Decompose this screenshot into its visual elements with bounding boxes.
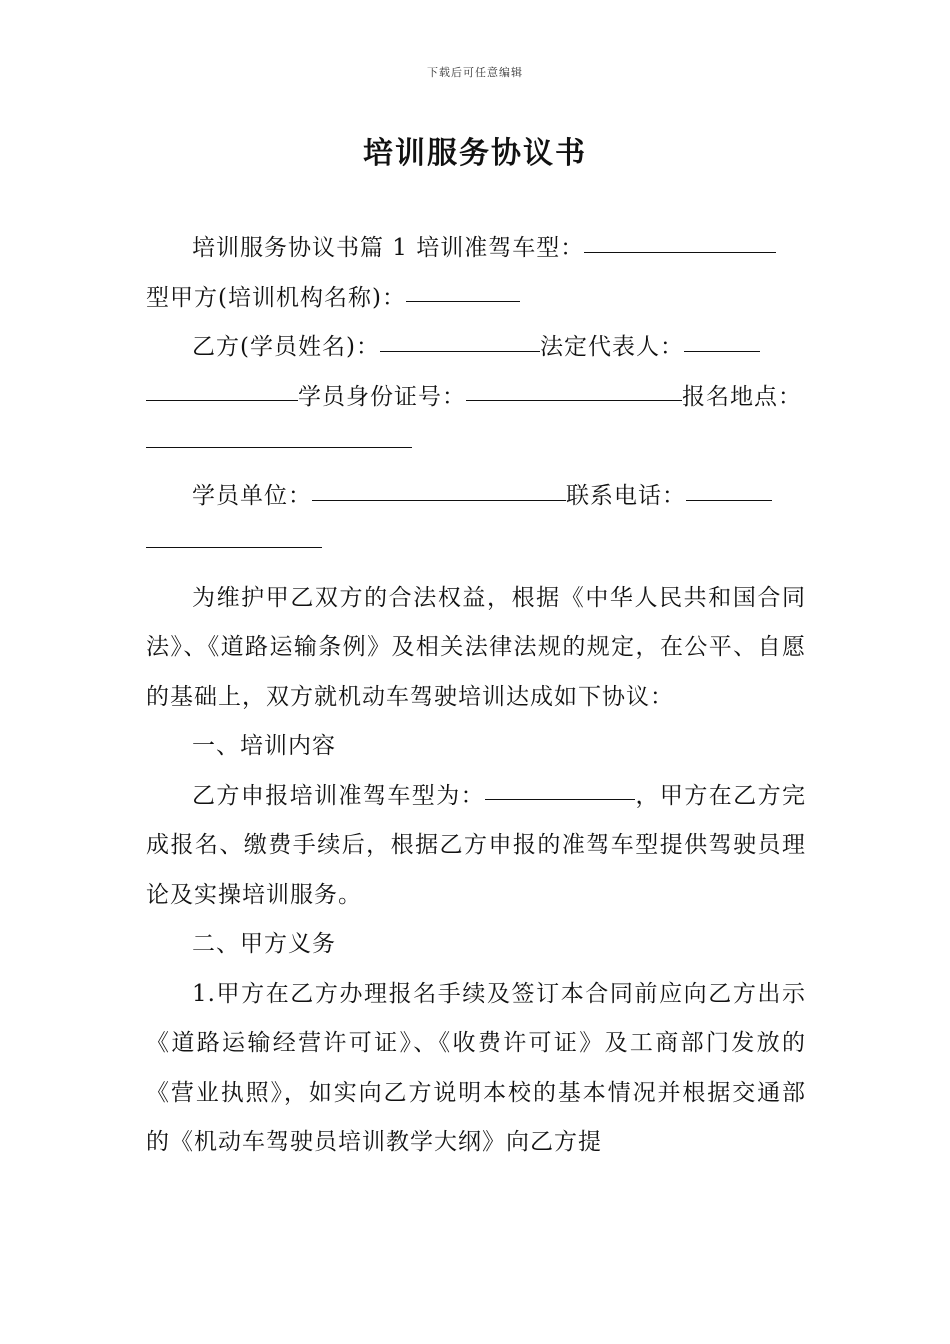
- blank-line: [686, 499, 772, 501]
- blank-line: [406, 300, 520, 302]
- section-1-content: [146, 772, 806, 921]
- header-note: 下载后可任意编辑: [427, 66, 523, 79]
- document-title: 培训服务协议书: [363, 136, 587, 171]
- section-1-title: 一、培训内容: [192, 733, 336, 759]
- blank-line: [146, 446, 412, 448]
- text: 培训服务协议书篇: [192, 235, 384, 261]
- text: 联系电话：: [566, 483, 686, 509]
- paragraph-training-type: [146, 224, 806, 274]
- text: 法定代表人：: [539, 334, 684, 360]
- text: 乙方(学员姓名)：: [192, 334, 380, 360]
- text: 型甲方(培训机构名称)：: [146, 284, 406, 311]
- blank-line: [146, 399, 298, 401]
- section-2-item-1: 1.甲方在乙方办理报名手续及签订本合同前应向乙方出示《道路运输经营许可证》、《收费许可证》及工商部门发放的《营业执照》，如实向乙方说明本校的基本情况并根据交通部的《机动车驾驶员培训教学大纲》向乙方提: [146, 980, 806, 1155]
- blank-line: [485, 798, 635, 800]
- paragraph-preamble: 为维护甲乙双方的合法权益，根据《中华人民共和国合同法》、《道路运输条例》及相关法律法规的规定，在公平、自愿的基础上，双方就机动车驾驶培训达成如下协议：: [146, 584, 806, 710]
- paragraph-unit: [146, 472, 806, 522]
- text: 学员身份证号：: [298, 383, 466, 410]
- paragraph-party-a: [146, 274, 806, 324]
- text: 培训准驾车型：: [416, 235, 585, 261]
- text: 报名地点：: [682, 383, 802, 410]
- text: ，甲方在乙方完成报名、缴费手续后，根据乙方申报的准驾车型提供驾驶员理论及实操培训服务。: [146, 782, 807, 908]
- paragraph-id-number: [146, 373, 806, 423]
- blank-line: [584, 251, 776, 253]
- blank-line: [146, 546, 322, 548]
- document-body: [146, 224, 806, 1168]
- section-2-title: 二、甲方义务: [192, 931, 336, 957]
- text: 乙方申报培训准驾车型为：: [192, 782, 486, 809]
- blank-line: [684, 350, 760, 352]
- text: 1: [384, 235, 417, 261]
- blank-line: [380, 350, 540, 352]
- blank-line: [466, 399, 682, 401]
- paragraph-party-b: [146, 323, 806, 373]
- blank-line: [312, 499, 566, 501]
- text: 学员单位：: [192, 483, 312, 509]
